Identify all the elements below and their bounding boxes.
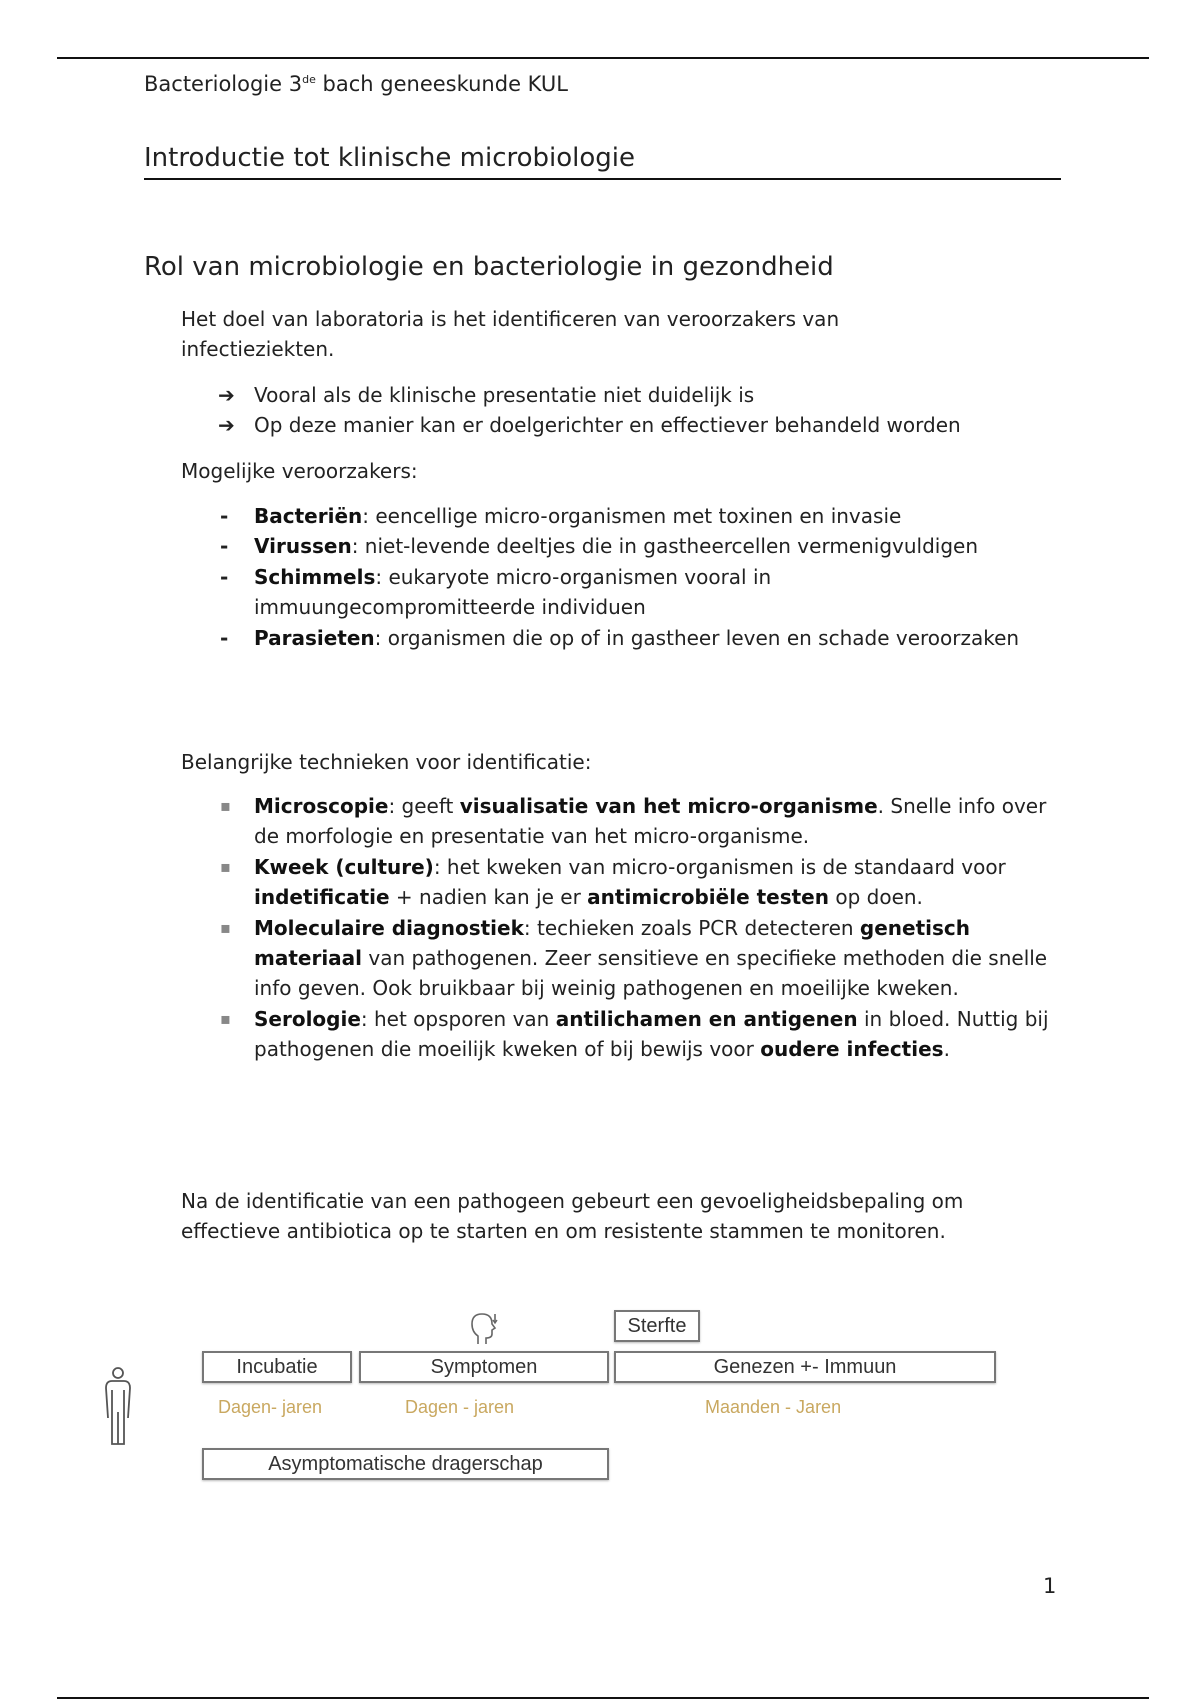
arrow-text: Op deze manier kan er doelgerichter en effectiever behandeld worden [254,413,961,438]
technique-item [218,791,1066,852]
bullet-marker: - [220,625,229,650]
arrow-item [218,380,1068,410]
text-run: : het kweken van micro-organismen is de standaard voor [433,854,1006,879]
causes-list [218,501,1048,653]
technique-item [218,1004,1066,1065]
technique-text [254,916,1047,1001]
technique-text [254,855,1006,909]
bullet-marker: ▪ [220,856,231,876]
bold-term: visualisatie van het micro-organisme [459,794,878,818]
duration-recovery: Maanden - Jaren [705,1397,842,1417]
carrier-box: Asymptomatische dragerschap [202,1448,609,1480]
arrow-icon: ➔ [218,413,235,438]
bullet-marker: - [220,504,229,528]
bold-term: antimicrobiële testen [587,885,829,910]
bold-term: indetificatie [254,885,390,910]
arrow-list [218,380,1068,441]
header-course: Bacteriologie 3 [144,72,303,96]
text-run: + nadien kan je er [389,885,588,910]
cause-item [218,531,1048,561]
bold-term: Virussen [254,534,352,559]
stage-recovery: Genezen +- Immuun [614,1351,996,1383]
bold-term: oudere infecties [760,1037,944,1062]
closing-paragraph: Na de identificatie van een pathogeen gebeurt een gevoeligheidsbepaling om effectieve antibiotica op te starten en om resistente stammen te monitoren. [181,1189,964,1244]
stage-symptoms: Symptomen [359,1351,609,1383]
stage-incubation: Incubatie [202,1351,352,1383]
text-run: . [943,1037,950,1062]
cause-text [254,504,901,528]
technique-item [218,852,1066,913]
text-run: : eukaryote micro-organismen vooral in immuungecompromitteerde individuen [254,564,772,620]
text-run: : techieken zoals PCR detecteren [523,915,860,940]
duration-symptoms: Dagen - jaren [405,1397,515,1417]
page-title: Introductie tot klinische microbiologie [144,143,636,173]
text-run: : niet-levende deeltjes die in gastheercellen vermenigvuldigen [351,534,979,559]
bold-term: Schimmels [254,564,376,589]
cause-text [254,534,978,558]
techniques-label: Belangrijke technieken voor identificatie: [181,750,592,774]
text-run: . Snelle info over de morfologie en presentatie van het micro-organisme. [254,794,1047,849]
technique-text [254,1007,1049,1061]
text-run: : geeft [388,794,460,818]
bullet-marker: ▪ [220,1008,231,1028]
top-rule [57,57,1149,59]
head-icon [466,1310,502,1346]
text-run: : het opsporen van [360,1006,556,1031]
text-run: : organismen die op of in gastheer leven en schade veroorzaken [374,625,1020,650]
bold-term: Parasieten [254,625,375,650]
bold-term: genetisch materiaal [254,915,971,971]
bullet-marker: ▪ [220,796,231,815]
person-icon [100,1366,136,1448]
header-sup: de [302,73,316,86]
cause-item [218,501,1048,531]
text-run: op doen. [829,885,923,910]
causes-label: Mogelijke veroorzakers: [181,459,418,483]
text-run: in bloed. Nuttig bij pathogenen die moeilijk kweken of bij bewijs voor [254,1006,1049,1062]
bold-term: Serologie [254,1006,361,1031]
bold-term: Kweek (culture) [254,854,434,879]
bullet-marker: - [220,564,229,589]
bold-term: antilichamen en antigenen [555,1006,858,1031]
bullet-marker: ▪ [220,917,231,937]
cause-item [218,623,1048,653]
title-underline [144,178,1061,180]
cause-item [218,562,1048,623]
bold-term: Bacteriën [254,504,363,528]
bold-term: Moleculaire diagnostiek [254,915,524,940]
text-run: : eencellige micro-organismen met toxinen en invasie [362,504,902,528]
page-number: 1 [1043,1574,1057,1598]
technique-item [218,913,1066,1004]
arrow-item [218,410,1068,440]
arrow-text: Vooral als de klinische presentatie niet duidelijk is [254,383,755,407]
bullet-marker: - [220,534,229,559]
header-rest: bach geneeskunde KUL [315,72,568,96]
technique-text [254,794,1046,848]
text-run: van pathogenen. Zeer sensitieve en specifieke methoden die snelle info geven. Ook bruikbaar bij weinig pathogenen en moeilijke kweken. [254,946,1048,1001]
running-header [144,72,568,96]
cause-text [254,626,1019,650]
bottom-rule [57,1697,1149,1699]
duration-incubation: Dagen- jaren [218,1397,323,1417]
intro-paragraph: Het doel van laboratoria is het identificeren van veroorzakers van infectieziekten. [181,307,840,362]
section-heading: Rol van microbiologie en bacteriologie in gezondheid [144,252,834,282]
arrow-icon: ➔ [218,383,235,407]
death-box: Sterfte [614,1310,700,1342]
bold-term: Microscopie [254,794,389,818]
techniques-list [218,791,1066,1065]
cause-text [254,565,771,619]
